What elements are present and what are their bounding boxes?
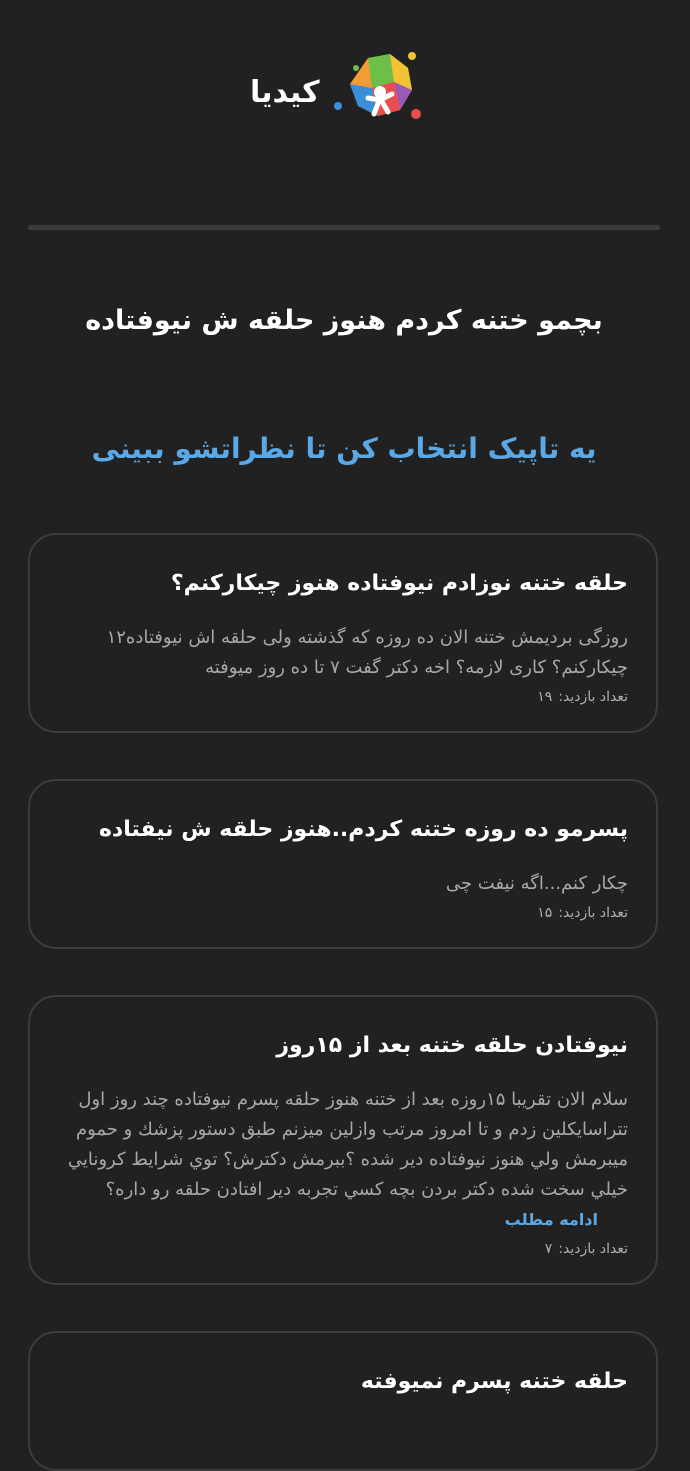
- view-count-value: ۱۹: [537, 689, 553, 705]
- topic-card[interactable]: [28, 995, 658, 1285]
- topic-excerpt: چکار کنم...اگه نیفت چی: [445, 873, 628, 894]
- header-divider: [28, 225, 660, 230]
- topic-card[interactable]: [28, 533, 658, 733]
- view-count-value: ۱۵: [537, 905, 553, 921]
- view-count-label: تعداد بازدید:: [558, 905, 628, 921]
- topic-excerpt: روزگی بردیمش ختنه الان ده روزه که گذشته ولی حلقه اش نیوفتاده۱۲ چیکارکنم؟ کاری لازمه؟ اخه دکتر گفت ۷ تا ده روز میوفته: [106, 627, 628, 678]
- page-title: بچمو ختنه کردم هنوز حلقه ش نیوفتاده: [85, 305, 603, 336]
- view-count: [58, 905, 628, 921]
- topic-title[interactable]: نیوفتادن حلقه ختنه بعد از ۱۵روز: [276, 1033, 628, 1058]
- view-count: [58, 689, 628, 705]
- view-count-value: ۷: [544, 1241, 553, 1257]
- view-count-label: تعداد بازدید:: [558, 1241, 628, 1257]
- view-count: [58, 1241, 628, 1257]
- topic-title[interactable]: حلقه ختنه نوزادم نیوفتاده هنوز چیکارکنم؟: [170, 571, 628, 596]
- topic-excerpt: [58, 1085, 628, 1235]
- view-count-label: تعداد بازدید:: [558, 689, 628, 705]
- topic-excerpt-text: سلام الان تقریبا ۱۵روزه بعد از ختنه هنوز حلقه پسرم نیوفتاده چند روز اول تتراسایکلین زدم و تا امروز مرتب وازلین میزنم طبق دستور پزشك و حموم میبرمش ولي هنوز نیوفتاده دیر شده ؟ببرمش دكترش؟ توي شرايط كرونايي خيلي سخت شده دكتر بردن بچه كسي تجربه دير افتادن حلقه رو داره؟: [67, 1089, 628, 1200]
- logo[interactable]: [250, 48, 440, 136]
- topic-card[interactable]: [28, 779, 658, 949]
- header: [0, 0, 690, 228]
- topic-title[interactable]: پسرمو ده روزه ختنه کردم..هنوز حلقه ش نیفتاده: [98, 817, 628, 842]
- topics-subtitle: یه تاپیک انتخاب کن تا نظراتشو ببینی: [91, 432, 597, 465]
- brand-name: کیدیا: [250, 74, 320, 110]
- topic-title[interactable]: حلقه ختنه پسرم نمیوفته: [360, 1369, 628, 1394]
- topic-card[interactable]: [28, 1331, 658, 1471]
- read-more-link[interactable]: ادامه مطلب: [504, 1210, 598, 1229]
- kite-logo-icon: [328, 48, 428, 136]
